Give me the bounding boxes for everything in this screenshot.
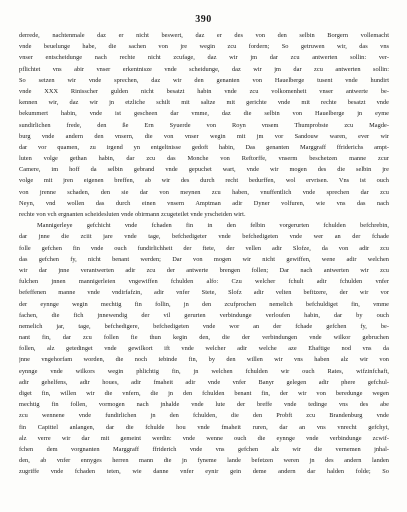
text-line: nant fin, dar zcu follen fie thun kegin den, die der verbindungen vnde wilkor gebruchen	[19, 334, 389, 342]
text-line: sundirlichen frede, den ße Ern Syuerde von Royn vnsem Thumprobste zcu Magde-	[19, 121, 389, 129]
text-line: derrede, nachtenmale daz er nicht beswert, daz er des von den selbin Borgern vollemacht	[19, 32, 389, 39]
text-line: von jrenne schaden, den sie dar von meynen zcu haben, vnuffentlich vnde sprechen dar zcu	[19, 188, 389, 196]
paragraph-2	[19, 220, 389, 477]
text-line: mechtig fin follen, vormogen nach jnhalde vnde lute der breffe vnde tedinge vns des abe	[19, 401, 389, 409]
text-line: adir gehelfens, adir houes, adir fmaheit adir vnde vnfer Banyr gelegen adir phere gefchul-	[19, 378, 389, 386]
body-text	[19, 30, 389, 478]
text-line: fachen, die fich jnnewendig der vil gerurten verbindunge verloufen habin, dar by ouch	[19, 311, 389, 319]
text-line: alz verre wir dar mit gemeint werdin: vnde wenne ouch die eynnge vnde verbindunge zcwif-	[19, 434, 389, 442]
text-line: volge mit jren eigenen breffen, ab wir des durch recht bedurffen, wol ervrisen. Vns ist ouch	[19, 177, 389, 185]
text-line: folle gefchen fin vnde ouch fundirlichheit der ftete, der vellen adir Slofze, da von adir zcu	[19, 244, 389, 252]
text-line: jnne vngehorfam worden, die noch iebinde fin, by den willen wir vns haben alz wir von	[19, 356, 389, 364]
text-line: bekummert habin, vnde ist gescheen dar vmme, daz die selbin von Hauelberge jn eyme	[19, 110, 389, 118]
text-line: diget fin, willen wir die vnfern, die jn den fchulden benant fin, der wir von beredunge wegen	[19, 390, 389, 397]
text-line: vnde XXX Rinisscher gulden nicht besatzt habin vnde zcu volkomenheit vnser antwerte be-	[19, 87, 389, 95]
text-line: den, ab vnfer ennyges herren mann die jn fyneme lande befetzen weren jn des andern landen	[19, 457, 389, 465]
text-line: pflichtet vns abir vnser erkentnisze vnde scheidunge, daz wir jm dar zcu antwerten sollin:	[19, 65, 389, 73]
text-line: rechte von vch ergnanten scheidesluten vnde obirmann zcugeteilet vnde yrscheiden wirt.	[19, 211, 246, 218]
text-line: eynnge vnde wilkors wegin phlichtig fin, jn welchen fchulden wir ouch Rates, wifzinfchaft,	[19, 367, 389, 375]
text-line: Mannigerleye gefchicht vnde fchaden fin in den felbin vorgerurten fchulden befchrebin,	[37, 222, 389, 230]
text-line: Neyn, vnd wollen das durch einen vnsern Amptman adir Dyner volfuren, wie vns das nach	[19, 199, 389, 207]
text-line: vnde beuelunge habe, die sachen von jre wegin zcu fordern; So getruwen wir, das vns	[19, 43, 389, 51]
text-line: dar jnne die zciit jare vnde tage, befchedigeter vnde befchedigeten vnde wer an der fchade	[19, 233, 389, 241]
text-line: follen, alz getedinget vnde gewilkort ift vnde welcher adir welche aze Ehaftige nod vns da	[19, 345, 389, 353]
text-line: fin Capittel anlangen, dar die fchulde hou vnde fmaheit ruren, dar an vns vnrecht gefchyt,	[19, 423, 389, 431]
text-line: burg vnde andern den vnsern, die von vnser wegin mit jm vor Sandouw waren, ever wir	[19, 132, 389, 140]
text-line: der eynnge wegin mechtig fin follin, jn den zcufprochen nemelich befchuldiget fin, vmme	[19, 300, 389, 308]
text-line: fchen dem vorgnanten Marggraff ffriderich vnde vns gefchen alz wir die vernemen jnhal-	[19, 445, 389, 453]
text-line: fulchen jnnen mannigerleien vngewiffen fchulden alfo: Czu welcher fchult adir fchulden vnfer	[19, 278, 389, 286]
text-line: befeffenen manne vnde vndirfafzin, adir vnfer Stete, Slofz adir velten befitzere, der wir vor	[19, 289, 389, 297]
text-line: kennen wir, daz wir jn etzliche schilt mit saltze mit gerichte vnde mit rechte besatzt vnde	[19, 99, 389, 107]
text-line: nemelich jar, tage, befchedigere, befchedigeten vnde wor an der fchade gefchen fy, be-	[19, 322, 389, 330]
text-line: So setzen wir vnde sprechen, daz wir den genanten von Hauelberge tusent vnde hundirt	[19, 76, 389, 84]
text-line: zcu wennene vnde fundirlichen jn den fchulden, die den Probft zcu Brandenburg vnde	[19, 412, 389, 420]
text-line: zugriffe vnde fchaden teten, wie danne vnfer eynir gein deme andern dar halden folde; So	[19, 468, 389, 476]
page-number: 390	[195, 14, 212, 25]
text-line: Camere, im hoff da selbin gebrand vnde gepuchet wart, vnde wir mogen des die selbin jre	[19, 166, 389, 174]
text-line: wir dar jnne verantwerten adir zcu der antwerte brengen follen; Dar nach antwerten wir zcu	[19, 266, 389, 274]
text-line: luten volge gethan habin, dar zcu das Monche von Reftorffe, vnserm beschetzen manne zcur	[19, 155, 389, 163]
text-line: dar vor quamen, zu irgend yn entgeltnisse gedoft habin, Das genanten Marggraff ffriderichs ampt-	[19, 143, 389, 151]
paragraph-1	[19, 30, 389, 220]
text-line: vnser entscheidunge nach rechte nicht zcufage, daz wir jm dar zcu antwerten sollin: ver-	[19, 54, 389, 62]
text-line: das gefchen fy, nicht benant werden; Dar von mogen wir nicht gewiffen, wene adir welchen	[19, 255, 389, 263]
